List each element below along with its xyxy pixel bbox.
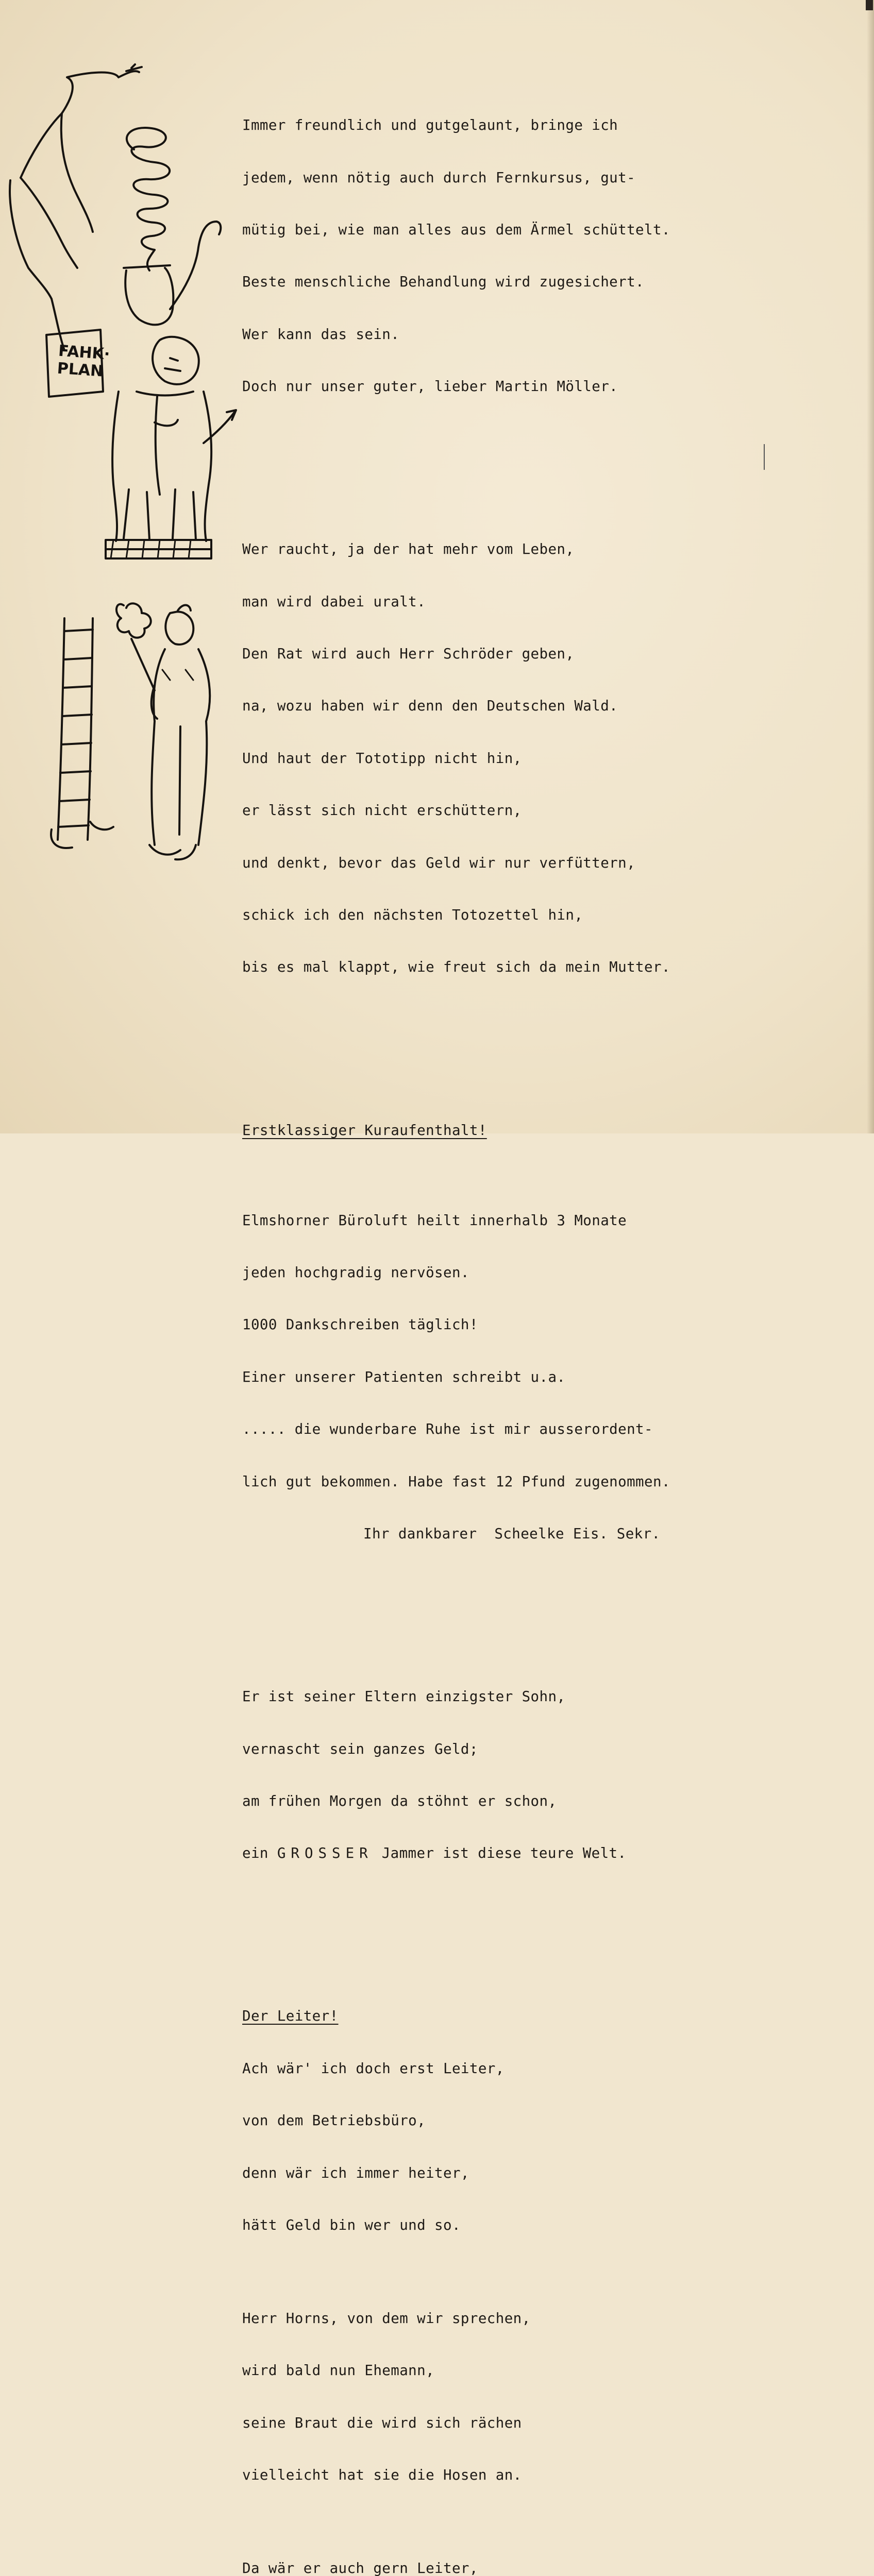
- text-line: Er ist seiner Eltern einzigster Sohn,: [242, 1688, 566, 1705]
- text-line: jeden hochgradig nervösen.: [242, 1264, 469, 1281]
- spaced-word-grosser: GROSSER: [277, 1845, 373, 1862]
- cartoon-illustrations: [0, 0, 237, 876]
- text-line: hätt Geld bin wer und so.: [242, 2217, 461, 2234]
- verse-moeller: [242, 82, 773, 431]
- cartoon-ladder-figure: [51, 603, 210, 859]
- text-line: seine Braut die wird sich rächen: [242, 2414, 522, 2431]
- text-line: 1000 Dankschreiben täglich!: [242, 1316, 478, 1333]
- text-line: Und haut der Tototipp nicht hin,: [242, 750, 522, 767]
- text-line: er lässt sich nicht erschüttern,: [242, 802, 522, 819]
- text-line: vielleicht hat sie die Hosen an.: [242, 2467, 522, 2484]
- text-line: und denkt, bevor das Geld wir nur verfüttern,: [242, 854, 636, 871]
- verse-schroeder: [242, 506, 773, 1011]
- text-line: Wer raucht, ja der hat mehr vom Leben,: [242, 541, 575, 558]
- text-line: von dem Betriebsbüro,: [242, 2112, 426, 2129]
- text-line: Einer unserer Patienten schreibt u.a.: [242, 1368, 566, 1385]
- text-line: Immer freundlich und gutgelaunt, bringe ich: [242, 117, 618, 134]
- text-line: Elmshorner Büroluft heilt innerhalb 3 Monate: [242, 1212, 627, 1229]
- text-line: Beste menschliche Behandlung wird zugesichert.: [242, 274, 644, 291]
- text-line: Den Rat wird auch Herr Schröder geben,: [242, 646, 575, 663]
- text-line: am frühen Morgen da stöhnt er schon,: [242, 1792, 557, 1809]
- text-line: denn wär ich immer heiter,: [242, 2164, 469, 2181]
- text-line: wird bald nun Ehemann,: [242, 2362, 435, 2379]
- fahrplan-sign-line2: PLAN: [56, 359, 104, 381]
- text-line: Herr Horns, von dem wir sprechen,: [242, 2310, 531, 2327]
- text-line: Wer kann das sein.: [242, 326, 400, 343]
- text-fragment: ein: [242, 1845, 277, 1862]
- text-line: Da wär er auch gern Leiter,: [242, 2560, 478, 2576]
- heading-leiter: Der Leiter!: [242, 2008, 339, 2025]
- verse-sohn: [242, 1654, 773, 1897]
- text-line: vernascht sein ganzes Geld;: [242, 1740, 478, 1757]
- text-fragment: Jammer ist diese teure Welt.: [373, 1845, 627, 1862]
- text-line: ..... die wunderbare Ruhe ist mir ausserordent-: [242, 1421, 653, 1438]
- page-edge-shadow: [867, 0, 874, 1133]
- cartoon-smoker-figure: [10, 64, 236, 558]
- text-line: mütig bei, wie man alles aus dem Ärmel schüttelt.: [242, 221, 670, 238]
- fahrplan-sign-text: [57, 343, 111, 381]
- text-line: lich gut bekommen. Habe fast 12 Pfund zugenommen.: [242, 1473, 670, 1490]
- text-line-grosser: [242, 1845, 773, 1862]
- section-leiter: [242, 1973, 773, 2576]
- text-line: schick ich den nächsten Totozettel hin,: [242, 907, 583, 924]
- text-line: na, wozu haben wir denn den Deutschen Wald.: [242, 698, 618, 715]
- text-line: bis es mal klappt, wie freut sich da mein Mutter.: [242, 959, 670, 976]
- typewritten-text: [242, 47, 773, 2576]
- text-line: Ach wär' ich doch erst Leiter,: [242, 2060, 505, 2077]
- kur-signature: Ihr dankbarer Scheelke Eis. Sekr.: [363, 1525, 661, 1542]
- fahrplan-sign-line1: FAHK·: [58, 342, 111, 364]
- section-kuraufenthalt: [242, 1087, 773, 1578]
- text-line: Doch nur unser guter, lieber Martin Möller.: [242, 378, 618, 395]
- heading-kuraufenthalt: Erstklassiger Kuraufenthalt!: [242, 1122, 487, 1139]
- text-line: man wird dabei uralt.: [242, 593, 426, 610]
- text-line: jedem, wenn nötig auch durch Fernkursus, gut-: [242, 169, 636, 186]
- corner-mark: [866, 0, 873, 10]
